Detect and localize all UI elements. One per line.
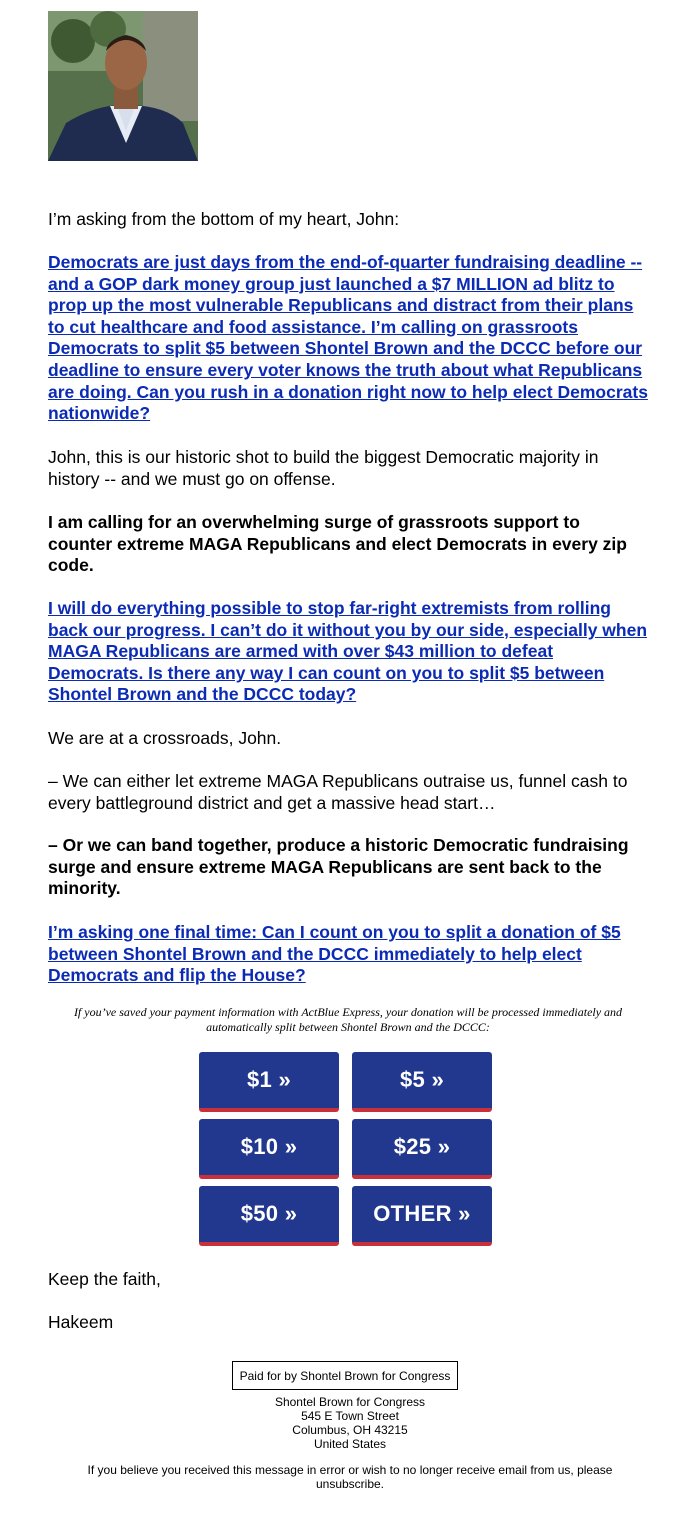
donate-other-button[interactable]: OTHER » — [352, 1186, 492, 1246]
address-line-4: United States — [313, 1437, 387, 1451]
donate-5-button[interactable]: $5 » — [352, 1052, 492, 1112]
signature: Hakeem — [48, 1312, 114, 1332]
para-link-2 — [48, 598, 648, 706]
paid-for-box — [232, 1361, 458, 1390]
para-6: – We can either let extreme MAGA Republicans outraise us, funnel cash to every battleground district and get a massive head start… — [48, 771, 628, 813]
signoff: Keep the faith, — [48, 1269, 161, 1289]
para-link-3 — [48, 922, 648, 987]
portrait-image — [48, 11, 198, 161]
para-link-1 — [48, 252, 648, 425]
donate-1-button[interactable]: $1 » — [199, 1052, 339, 1112]
address-line-3: Columbus, OH 43215 — [292, 1423, 408, 1437]
address-block — [200, 1395, 500, 1451]
sender-photo — [48, 11, 198, 161]
para-2: John, this is our historic shot to build the biggest Democratic majority in history -- and we must go on offense. — [48, 447, 599, 489]
para-3-bold: I am calling for an overwhelming surge of grassroots support to counter extreme MAGA Republicans and elect Democrats in every zip code. — [48, 512, 627, 576]
address-line-2: 545 E Town Street — [301, 1409, 399, 1423]
para-7-bold: – Or we can band together, produce a historic Democratic fundraising surge and ensure extreme MAGA Republicans are sent back to the minority. — [48, 835, 629, 899]
express-note: If you’ve saved your payment information with ActBlue Express, your donation will be processed immediately and automatically split between Shontel Brown and the DCCC: — [73, 1005, 623, 1034]
donate-50-button[interactable]: $50 » — [199, 1186, 339, 1246]
donate-link-1[interactable]: Democrats are just days from the end-of-quarter fundraising deadline -- and a GOP dark money group just launched a $7 MILLION ad blitz to prop up the most vulnerable Republicans and distract from their plans to cut healthcare and food assistance. I’m calling on grassroots Democrats to split $5 between Shontel Brown and the DCCC before our deadline to ensure every voter knows the truth about what Republicans are doing. Can you rush in a donation right now to help elect Democrats nationwide? — [48, 252, 648, 424]
donate-link-3[interactable]: I’m asking one final time: Can I count on you to split a donation of $5 between Shontel Brown and the DCCC immediately to help elect Democrats and flip the House? — [48, 922, 621, 986]
donate-10-button[interactable]: $10 » — [199, 1119, 339, 1179]
greeting: I’m asking from the bottom of my heart, John: — [48, 209, 400, 229]
paid-for-text: Paid for by Shontel Brown for Congress — [239, 1368, 451, 1383]
address-line-1: Shontel Brown for Congress — [274, 1395, 426, 1409]
para-5: We are at a crossroads, John. — [48, 728, 282, 748]
donate-link-2[interactable]: I will do everything possible to stop far-right extremists from rolling back our progress. I can’t do it without you by our side, especially when MAGA Republicans are armed with over $43 million to defeat Democrats. Is there any way I can count on you to split $5 between Shontel Brown and the DCCC today? — [48, 598, 648, 705]
unsubscribe-footer[interactable]: If you believe you received this message in error or wish to no longer receive email from us, please unsubscribe. — [87, 1463, 613, 1491]
donate-25-button[interactable]: $25 » — [352, 1119, 492, 1179]
